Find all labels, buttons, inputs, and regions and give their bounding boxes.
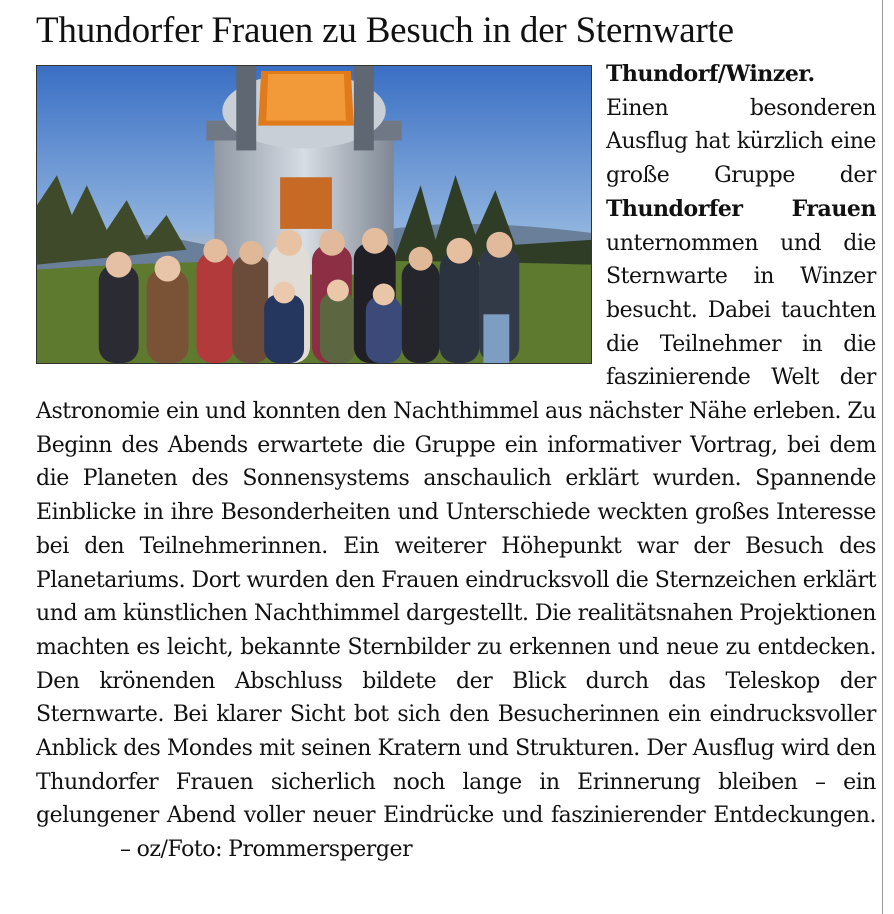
article-highlight-name: Thundorfer Frauen bbox=[606, 195, 876, 222]
photo-credit: – oz/Foto: Prommersperger bbox=[120, 837, 413, 863]
article-text-main: unternommen und die Sternwarte in Winzer besucht. Dabei tauchten die Teilnehmer in die faszinierende Welt der Astronomie ein und konnten den Nachthimmel aus nächster Nähe erleben. Zu Beginn des Abends erwartete die Gruppe ein informativer Vortrag, bei dem die Planeten des Sonnensystems anschaulich erklärt wurden. Spannende Einblicke in ihre Besonderheiten und Unterschiede weckten großes Interesse bei den Teilnehmerinnen. Ein weiterer Höhepunkt war der Besuch des Planetariums. Dort wurden den Frauen eindrucksvoll die Sternzeichen erklärt und am künstlichen Nachthimmel dargestellt. Die realitätsnahen Projektionen machten es leicht, bekannte Sternbilder zu erkennen und neue zu entdecken. Den krönenden Abschluss bildete der Blick durch das Teleskop der Sternwarte. Bei klarer Sicht bot sich den Besucherinnen ein eindrucksvoller Anblick des Mondes mit seinen Kratern und Strukturen. Der Ausflug wird den Thundorfer Frauen sicherlich noch lange in Erinnerung bleiben – ein gelungener Abend voller neuer Eindrücke und faszinierender Entdeckungen. bbox=[36, 230, 876, 829]
article-dateline: Thundorf/Winzer. bbox=[606, 61, 815, 87]
article-body bbox=[36, 58, 876, 867]
article-headline: Thundorfer Frauen zu Besuch in der Sternwarte bbox=[36, 10, 734, 51]
column-rule bbox=[882, 0, 883, 914]
photo-text-wrap-spacer bbox=[36, 58, 606, 372]
article-text-intro: Einen besonderen Ausflug hat kürzlich eine große Gruppe der bbox=[606, 95, 876, 189]
